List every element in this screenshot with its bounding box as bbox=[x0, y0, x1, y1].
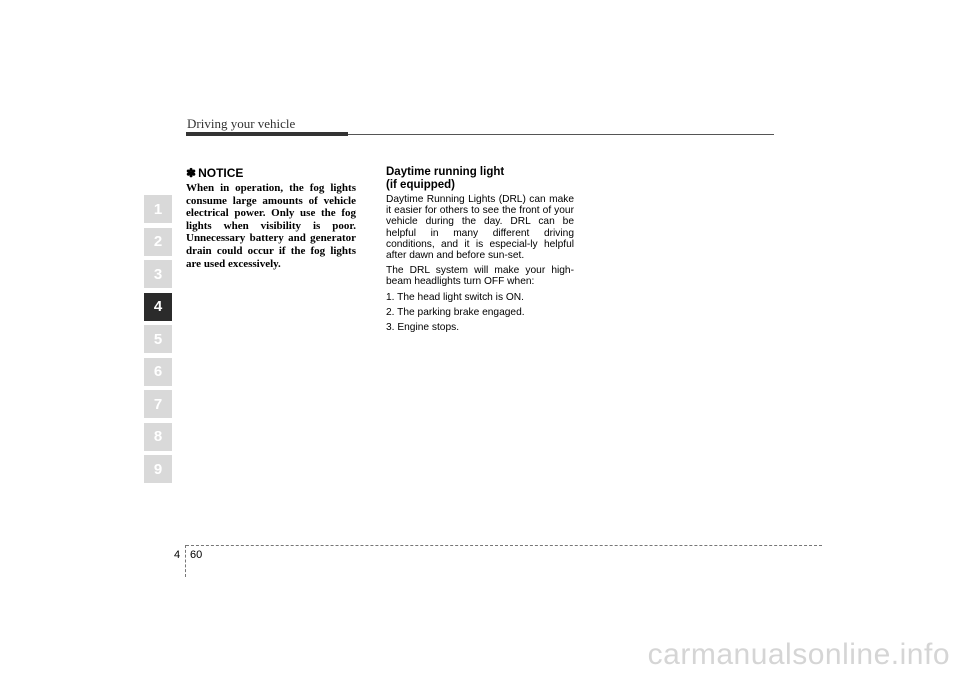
chapter-tab-7[interactable]: 7 bbox=[144, 390, 172, 418]
chapter-tab-4-active[interactable]: 4 bbox=[144, 293, 172, 321]
notice-heading-text: NOTICE bbox=[198, 166, 244, 180]
notice-heading bbox=[186, 166, 356, 180]
drl-section-title bbox=[386, 166, 574, 191]
footer-chapter-number: 4 bbox=[174, 549, 181, 561]
header-rule-thin bbox=[348, 134, 774, 135]
page-header-title: Driving your vehicle bbox=[187, 116, 296, 131]
footer-rule bbox=[186, 545, 822, 546]
chapter-tab-6[interactable]: 6 bbox=[144, 358, 172, 386]
drl-list-item-1: 1. The head light switch is ON. bbox=[386, 291, 524, 303]
footer-vertical-rule bbox=[185, 545, 186, 577]
notice-box bbox=[186, 166, 356, 270]
chapter-tab-3[interactable]: 3 bbox=[144, 260, 172, 288]
chapter-tab-8[interactable]: 8 bbox=[144, 423, 172, 451]
notice-body: When in operation, the fog lights consume large amounts of vehicle electrical power. Only use the fog lights when visibility is poor. Unnecessary battery and generator drain could occur if the fog lights are used excessively. bbox=[186, 182, 356, 270]
chapter-tab-1[interactable]: 1 bbox=[144, 195, 172, 223]
chapter-tab-2[interactable]: 2 bbox=[144, 228, 172, 256]
drl-section bbox=[386, 166, 574, 337]
header-rule-thick bbox=[186, 132, 348, 136]
drl-list-item-2: 2. The parking brake engaged. bbox=[386, 306, 525, 318]
notice-mark-icon: ✽ bbox=[186, 166, 197, 180]
drl-paragraph-2: The DRL system will make your high-beam headlights turn OFF when: bbox=[386, 265, 574, 288]
drl-title-line1: Daytime running light bbox=[386, 166, 505, 178]
footer-page-number: 60 bbox=[190, 549, 203, 561]
chapter-tab-5[interactable]: 5 bbox=[144, 325, 172, 353]
chapter-tabs bbox=[144, 195, 172, 488]
drl-list-item-3: 3. Engine stops. bbox=[386, 322, 460, 334]
watermark: carmanualsonline.info bbox=[647, 638, 950, 671]
drl-paragraph-1: Daytime Running Lights (DRL) can make it easier for others to see the front of your vehicle during the day. DRL can be helpful in many different driving conditions, and it is especial-ly helpful after dawn and before sun-set. bbox=[386, 194, 574, 262]
chapter-tab-9[interactable]: 9 bbox=[144, 455, 172, 483]
drl-title-line2: (if equipped) bbox=[386, 178, 455, 191]
